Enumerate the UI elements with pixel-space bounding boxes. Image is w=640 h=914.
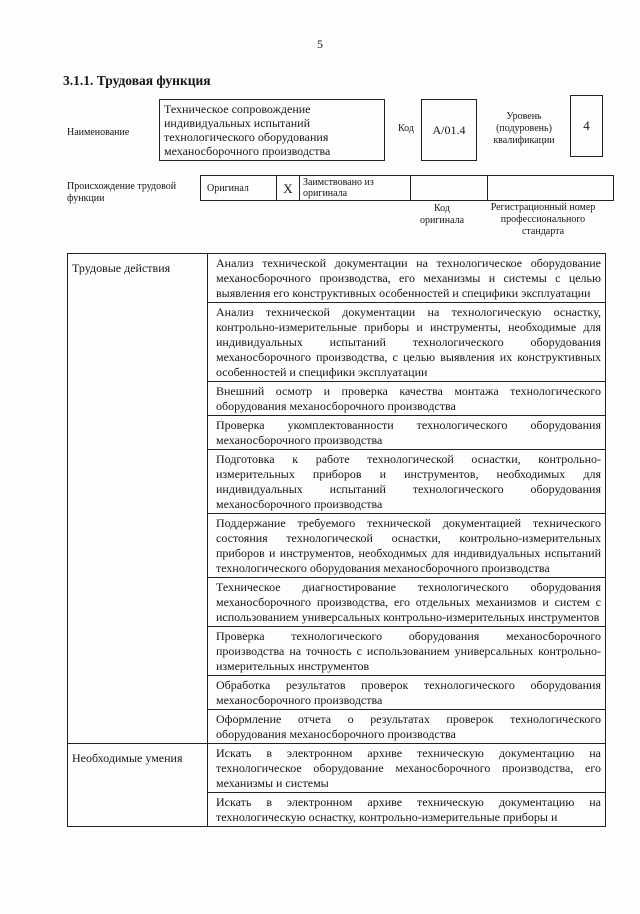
code-value-box — [421, 99, 477, 161]
code-label: Код — [398, 123, 414, 134]
skill-item: Искать в электронном архиве техническую документацию на технологическую оснастку, контрольно-измерительные приборы и — [208, 793, 606, 827]
action-item: Анализ технической документации на технологическую оснастку, контрольно-измерительные приборы и инструменты, необходимые для индивидуальных испытаний технологического оборудования механосборочного производства, с целью выявления их конструктивных особенностей и специфики эксплуатации — [208, 303, 606, 382]
action-item: Техническое диагностирование технологического оборудования механосборочного производства, его отдельных механизмов и систем с использованием универсальных контрольно-измерительных инструментов — [208, 578, 606, 627]
table-row — [68, 254, 606, 303]
reg-number-cell — [488, 176, 614, 201]
action-item: Проверка технологического оборудования механосборочного производства на точность с использованием универсальных контрольно-измерительных инструментов — [208, 627, 606, 676]
original-cell: Оригинал — [201, 176, 277, 201]
category-cell: Трудовые действия — [68, 254, 208, 744]
reg-number-label: Регистрационный номер профессионального стандарта — [490, 202, 596, 237]
action-item: Внешний осмотр и проверка качества монтажа технологического оборудования механосборочного производства — [208, 382, 606, 416]
code-original-label: Код оригинала — [419, 203, 465, 226]
action-item: Поддержание требуемого технической документацией технического состояния технологической оснастки, контрольно-измерительных приборов и инструментов, необходимых для индивидуальных испытаний технологического оборудования механосборочного производства — [208, 514, 606, 578]
original-mark: X — [277, 176, 300, 201]
action-item: Обработка результатов проверок технологического оборудования механосборочного производства — [208, 676, 606, 710]
action-item: Оформление отчета о результатах проверок технологического оборудования механосборочного производства — [208, 710, 606, 744]
code-value: А/01.4 — [432, 122, 466, 137]
level-label — [484, 109, 564, 149]
level-label-text: Уровень (подуровень) квалификации — [493, 111, 555, 146]
code-original-cell — [411, 176, 488, 201]
action-item: Проверка укомплектованности технологического оборудования механосборочного производства — [208, 416, 606, 450]
level-value-box — [570, 95, 603, 157]
action-item: Подготовка к работе технологической оснастки, контрольно-измерительных приборов и инструментов, необходимых для индивидуальных испытаний технологического оборудования механосборочного производства — [208, 450, 606, 514]
origin-label: Происхождение трудовой функции — [67, 181, 177, 204]
category-cell: Необходимые умения — [68, 744, 208, 827]
level-value: 4 — [583, 118, 590, 133]
skill-item: Искать в электронном архиве техническую документацию на технологическое оборудование механосборочного производства, его механизмы и системы — [208, 744, 606, 793]
work-function-table — [67, 253, 606, 827]
action-item: Анализ технической документации на технологическое оборудование механосборочного производства, его механизмы и системы с целью выявления его конструктивных особенностей и специфики эксплуатации — [208, 254, 606, 303]
table-row — [68, 744, 606, 793]
name-value-box — [159, 99, 385, 161]
section-title: 3.1.1. Трудовая функция — [63, 73, 211, 88]
borrowed-cell: Заимствовано из оригинала — [300, 176, 411, 201]
origin-table — [200, 175, 614, 201]
name-value: Техническое сопровождение индивидуальных испытаний технологического оборудования механосборочного производства — [164, 102, 331, 158]
name-label: Наименование — [67, 127, 130, 138]
page-number: 5 — [317, 37, 323, 51]
